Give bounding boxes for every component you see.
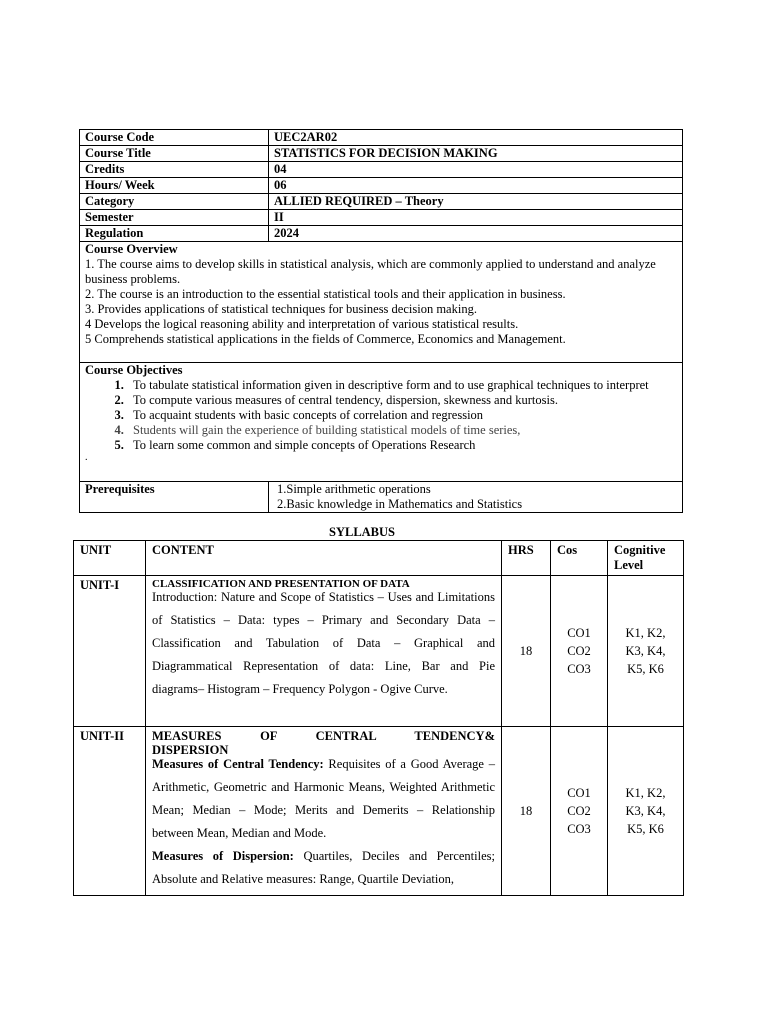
overview-item: 3. Provides applications of statistical techniques for business decision making.: [85, 302, 477, 316]
unit-hours: 18: [502, 727, 551, 896]
part-text: Quartiles, Deciles and Percentiles; Absolute and Relative measures: Range, Quartile Deviation,: [152, 849, 495, 886]
header-hrs: HRS: [502, 541, 551, 576]
header-unit: UNIT: [74, 541, 146, 576]
table-row: [74, 576, 684, 727]
course-code-label: Course Code: [80, 130, 269, 146]
co-item: CO1: [567, 626, 591, 640]
prerequisite-item: 2.Basic knowledge in Mathematics and Statistics: [277, 497, 523, 511]
credits-label: Credits: [80, 162, 269, 178]
header-cognitive: Cognitive Level: [608, 541, 684, 576]
co-item: CO3: [567, 822, 591, 836]
syllabus-title: SYLLABUS: [329, 525, 395, 539]
cognitive-item: K1, K2,: [625, 626, 666, 640]
prerequisite-item: 1.Simple arithmetic operations: [277, 482, 431, 496]
unit-content: [146, 576, 502, 727]
course-objectives: [80, 363, 683, 482]
syllabus-header-row: [74, 541, 684, 576]
prerequisites-row: [80, 482, 683, 513]
course-title-value: STATISTICS FOR DECISION MAKING: [269, 146, 683, 162]
co-item: CO1: [567, 786, 591, 800]
credits-value: 04: [269, 162, 683, 178]
unit-cos: [551, 727, 608, 896]
unit-label: UNIT-II: [74, 727, 146, 896]
category-row: [80, 194, 683, 210]
part-text: Requisites of a Good Average – Arithmetic, Geometric and Harmonic Means, Weighted Arithmetic Mean; Median – Mode; Merits and Demerits – Relationship between Mean, Median and Mode.: [152, 757, 495, 840]
part-label: Measures of Dispersion:: [152, 849, 294, 863]
objectives-list: [85, 378, 677, 453]
unit-description: Introduction: Nature and Scope of Statistics – Uses and Limitations of Statistics – Data: types – Primary and Secondary Data – Classification and Tabulation of Data – Graphical and Diagrammatical Representation of data: Line, Bar and Pie diagrams– Histogram – Frequency Polygon - Ogive Curve.: [152, 590, 495, 696]
overview-row: [80, 242, 683, 363]
unit-topic-cont: DISPERSION: [152, 743, 229, 757]
hours-value: 06: [269, 178, 683, 194]
course-title-row: [80, 146, 683, 162]
objective-item: 3. To acquaint students with basic concepts of correlation and regression: [127, 408, 677, 423]
objective-item: 5. To learn some common and simple concepts of Operations Research: [127, 438, 677, 453]
course-code-value: UEC2AR02: [269, 130, 683, 146]
objective-item: 2. To compute various measures of central tendency, dispersion, skewness and kurtosis.: [127, 393, 677, 408]
cognitive-item: K3, K4,: [625, 804, 666, 818]
course-title-label: Course Title: [80, 146, 269, 162]
overview-title: Course Overview: [85, 242, 178, 256]
objective-item: 1. To tabulate statistical information given in descriptive form and to use graphical techniques to interpret: [127, 378, 677, 393]
unit-cos: [551, 576, 608, 727]
part-label: Measures of Central Tendency:: [152, 757, 324, 771]
unit-label: UNIT-I: [74, 576, 146, 727]
syllabus-table: [73, 540, 684, 896]
table-row: [74, 727, 684, 896]
credits-row: [80, 162, 683, 178]
unit-topic: CLASSIFICATION AND PRESENTATION OF DATA: [152, 578, 410, 590]
overview-item: 5 Comprehends statistical applications in the fields of Commerce, Economics and Management.: [85, 332, 566, 346]
overview-item: 1. The course aims to develop skills in statistical analysis, which are commonly applied to understand and analyze business problems.: [85, 257, 656, 286]
cognitive-item: K5, K6: [627, 662, 664, 676]
unit-content: [146, 727, 502, 896]
category-value: ALLIED REQUIRED – Theory: [269, 194, 683, 210]
objectives-trailing: .: [85, 452, 88, 463]
hours-label: Hours/ Week: [80, 178, 269, 194]
regulation-value: 2024: [269, 226, 683, 242]
objectives-row: [80, 363, 683, 482]
unit-cognitive: [608, 727, 684, 896]
unit-hours: 18: [502, 576, 551, 727]
co-item: CO2: [567, 804, 591, 818]
objective-item: 4. Students will gain the experience of building statistical models of time series,: [127, 423, 677, 438]
header-content: CONTENT: [146, 541, 502, 576]
prerequisites-value: [269, 482, 683, 513]
overview-item: 4 Develops the logical reasoning ability and interpretation of various statistical results.: [85, 317, 519, 331]
cognitive-item: K5, K6: [627, 822, 664, 836]
regulation-label: Regulation: [80, 226, 269, 242]
co-item: CO3: [567, 662, 591, 676]
category-label: Category: [80, 194, 269, 210]
course-code-row: [80, 130, 683, 146]
course-info-table: [79, 129, 683, 513]
unit-cognitive: [608, 576, 684, 727]
unit-description: [152, 753, 495, 845]
header-cos: Cos: [551, 541, 608, 576]
semester-label: Semester: [80, 210, 269, 226]
co-item: CO2: [567, 644, 591, 658]
objectives-title: Course Objectives: [85, 363, 183, 377]
unit-description: [152, 845, 495, 891]
cognitive-item: K1, K2,: [625, 786, 666, 800]
hours-row: [80, 178, 683, 194]
regulation-row: [80, 226, 683, 242]
overview-item: 2. The course is an introduction to the essential statistical tools and their application in business.: [85, 287, 566, 301]
semester-row: [80, 210, 683, 226]
cognitive-item: K3, K4,: [625, 644, 666, 658]
unit-topic: MEASURES OF CENTRAL TENDENCY&: [152, 729, 495, 743]
course-overview: [80, 242, 683, 363]
semester-value: II: [269, 210, 683, 226]
prerequisites-label: Prerequisites: [80, 482, 269, 513]
